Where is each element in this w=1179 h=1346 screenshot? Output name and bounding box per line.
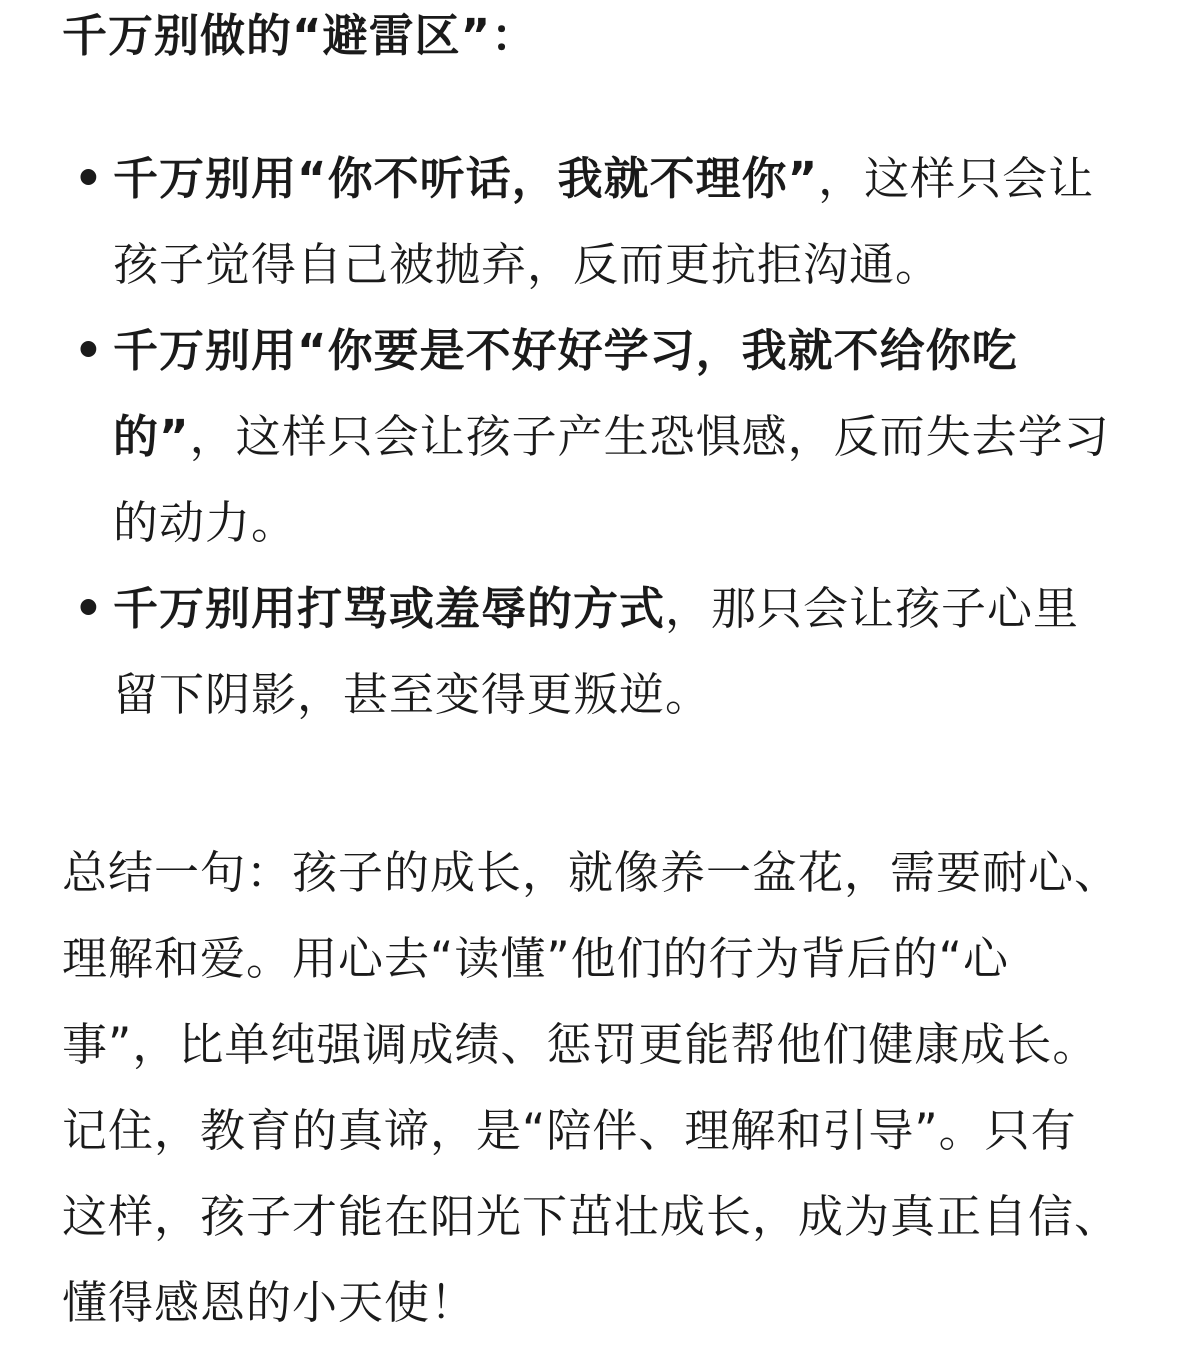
bullet-emphasis: 千万别用“你不听话，我就不理你” xyxy=(113,152,819,205)
bullet-icon: • xyxy=(74,582,104,635)
bullet-icon: • xyxy=(74,152,104,205)
bullet-emphasis: 千万别用打骂或羞辱的方式 xyxy=(113,582,666,635)
list-item xyxy=(62,566,1122,738)
bullet-emphasis: 千万别用“你要是不好好学习，我就不给你吃的” xyxy=(113,324,1018,463)
bullet-text: ，那只会让孩子心里留下阴影，甚至变得更叛逆。 xyxy=(113,582,1080,721)
list-item xyxy=(62,308,1122,566)
bullet-text: ，这样只会让孩子产生恐惧感，反而失去学习的动力。 xyxy=(113,410,1110,549)
list-item xyxy=(62,136,1122,308)
article-body xyxy=(62,0,1122,1346)
avoid-list xyxy=(62,136,1122,738)
section-heading: 千万别做的“避雷区”： xyxy=(62,9,538,62)
bullet-icon: • xyxy=(74,324,104,377)
summary-paragraph: 总结一句：孩子的成长，就像养一盆花，需要耐心、理解和爱。用心去“读懂”他们的行为背后的“心事”，比单纯强调成绩、惩罚更能帮他们健康成长。记住，教育的真谛，是“陪伴、理解和引导”。只有这样，孩子才能在阳光下茁壮成长，成为真正自信、懂得感恩的小天使！ xyxy=(62,846,1121,1329)
bullet-text: ，这样只会让孩子觉得自己被抛弃，反而更抗拒沟通。 xyxy=(113,152,1095,291)
